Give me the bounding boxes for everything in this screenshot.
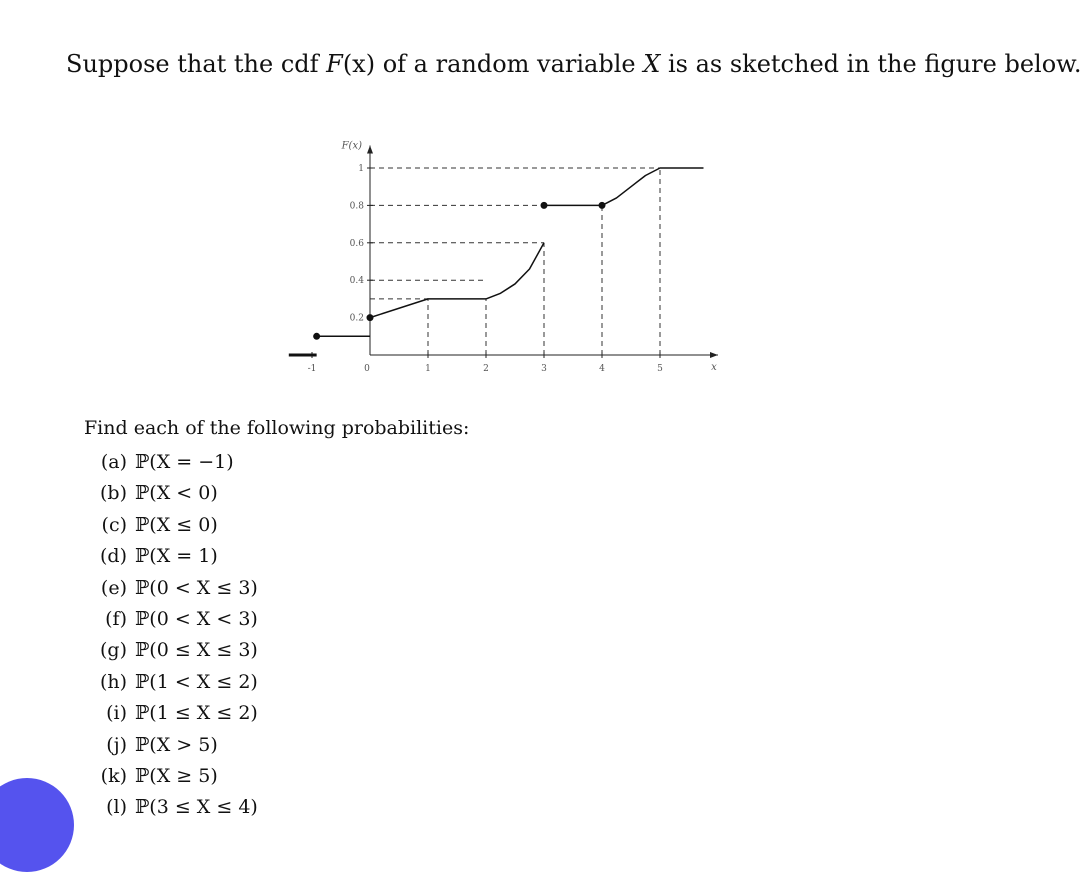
question-expression: ℙ(1 ≤ X ≤ 2) (135, 702, 258, 725)
cdf-jump-point (314, 333, 320, 339)
question-expression: ℙ(X > 5) (135, 733, 218, 756)
question-item (91, 543, 258, 574)
question-label: (b) (100, 482, 127, 505)
question-expression: ℙ(X < 0) (135, 482, 218, 505)
question-label: (e) (100, 576, 127, 599)
intro-F-symbol: F (326, 50, 343, 78)
question-item (91, 669, 258, 700)
questions-heading: Find each of the following probabilities: (84, 417, 470, 439)
x-tick-label: 4 (599, 364, 605, 374)
cdf-segment (486, 243, 544, 299)
question-expression: ℙ(X ≥ 5) (135, 764, 218, 787)
x-axis-arrow (710, 352, 718, 358)
problem-statement (66, 50, 1082, 78)
y-tick-label: 0.8 (349, 201, 364, 212)
question-expression: ℙ(X = −1) (135, 451, 234, 473)
y-tick-label: 1 (358, 164, 364, 174)
cdf-jump-point (599, 202, 605, 208)
question-label: (d) (100, 545, 127, 568)
question-item (91, 637, 258, 668)
x-tick-label: 5 (657, 364, 663, 374)
question-label: (f) (105, 607, 127, 630)
cdf-jump-point (367, 315, 373, 321)
y-tick-label: 0.6 (349, 238, 364, 249)
y-tick-label: 0.4 (349, 276, 364, 287)
question-label: (a) (100, 451, 127, 473)
question-list (91, 449, 258, 826)
question-item (91, 512, 258, 543)
intro-X-symbol: X (643, 50, 661, 78)
question-item (91, 575, 258, 606)
question-item (91, 606, 258, 637)
x-tick-label: -1 (307, 364, 317, 374)
question-label: (g) (100, 639, 127, 662)
question-expression: ℙ(X = 1) (135, 545, 218, 568)
intro-text-2: of a random variable (375, 50, 644, 78)
question-label: (j) (106, 733, 127, 756)
intro-x-paren: (x) (342, 50, 376, 78)
x-tick-label: 1 (425, 364, 431, 374)
question-item (91, 794, 258, 825)
floating-action-button[interactable] (0, 778, 74, 872)
question-item (91, 480, 258, 511)
cdf-figure (230, 110, 730, 380)
x-tick-label: 0 (364, 364, 370, 374)
question-item (91, 449, 258, 480)
cdf-segment (602, 168, 704, 205)
question-label: (l) (106, 796, 127, 819)
x-tick-label: 2 (483, 364, 489, 374)
question-expression: ℙ(3 ≤ X ≤ 4) (135, 796, 258, 819)
question-label: (c) (101, 513, 127, 536)
y-axis-title: F(x) (341, 140, 362, 152)
question-item (91, 732, 258, 763)
question-expression: ℙ(0 < X ≤ 3) (135, 576, 258, 599)
question-label: (i) (106, 702, 127, 725)
cdf-jump-point (541, 202, 547, 208)
intro-text-3: is as sketched in the figure below. (660, 50, 1082, 78)
x-axis-title: x (711, 362, 717, 373)
x-tick-label: 3 (541, 364, 547, 374)
question-expression: ℙ(X ≤ 0) (135, 513, 218, 536)
question-item (91, 763, 258, 794)
question-label: (k) (100, 764, 127, 787)
intro-text-1: Suppose that the cdf (66, 50, 327, 78)
question-item (91, 700, 258, 731)
question-expression: ℙ(1 < X ≤ 2) (135, 670, 258, 693)
question-expression: ℙ(0 < X < 3) (135, 607, 258, 630)
question-label: (h) (99, 670, 127, 693)
question-expression: ℙ(0 ≤ X ≤ 3) (135, 639, 258, 662)
y-tick-label: 0.2 (349, 313, 364, 324)
y-axis-arrow (367, 146, 373, 154)
